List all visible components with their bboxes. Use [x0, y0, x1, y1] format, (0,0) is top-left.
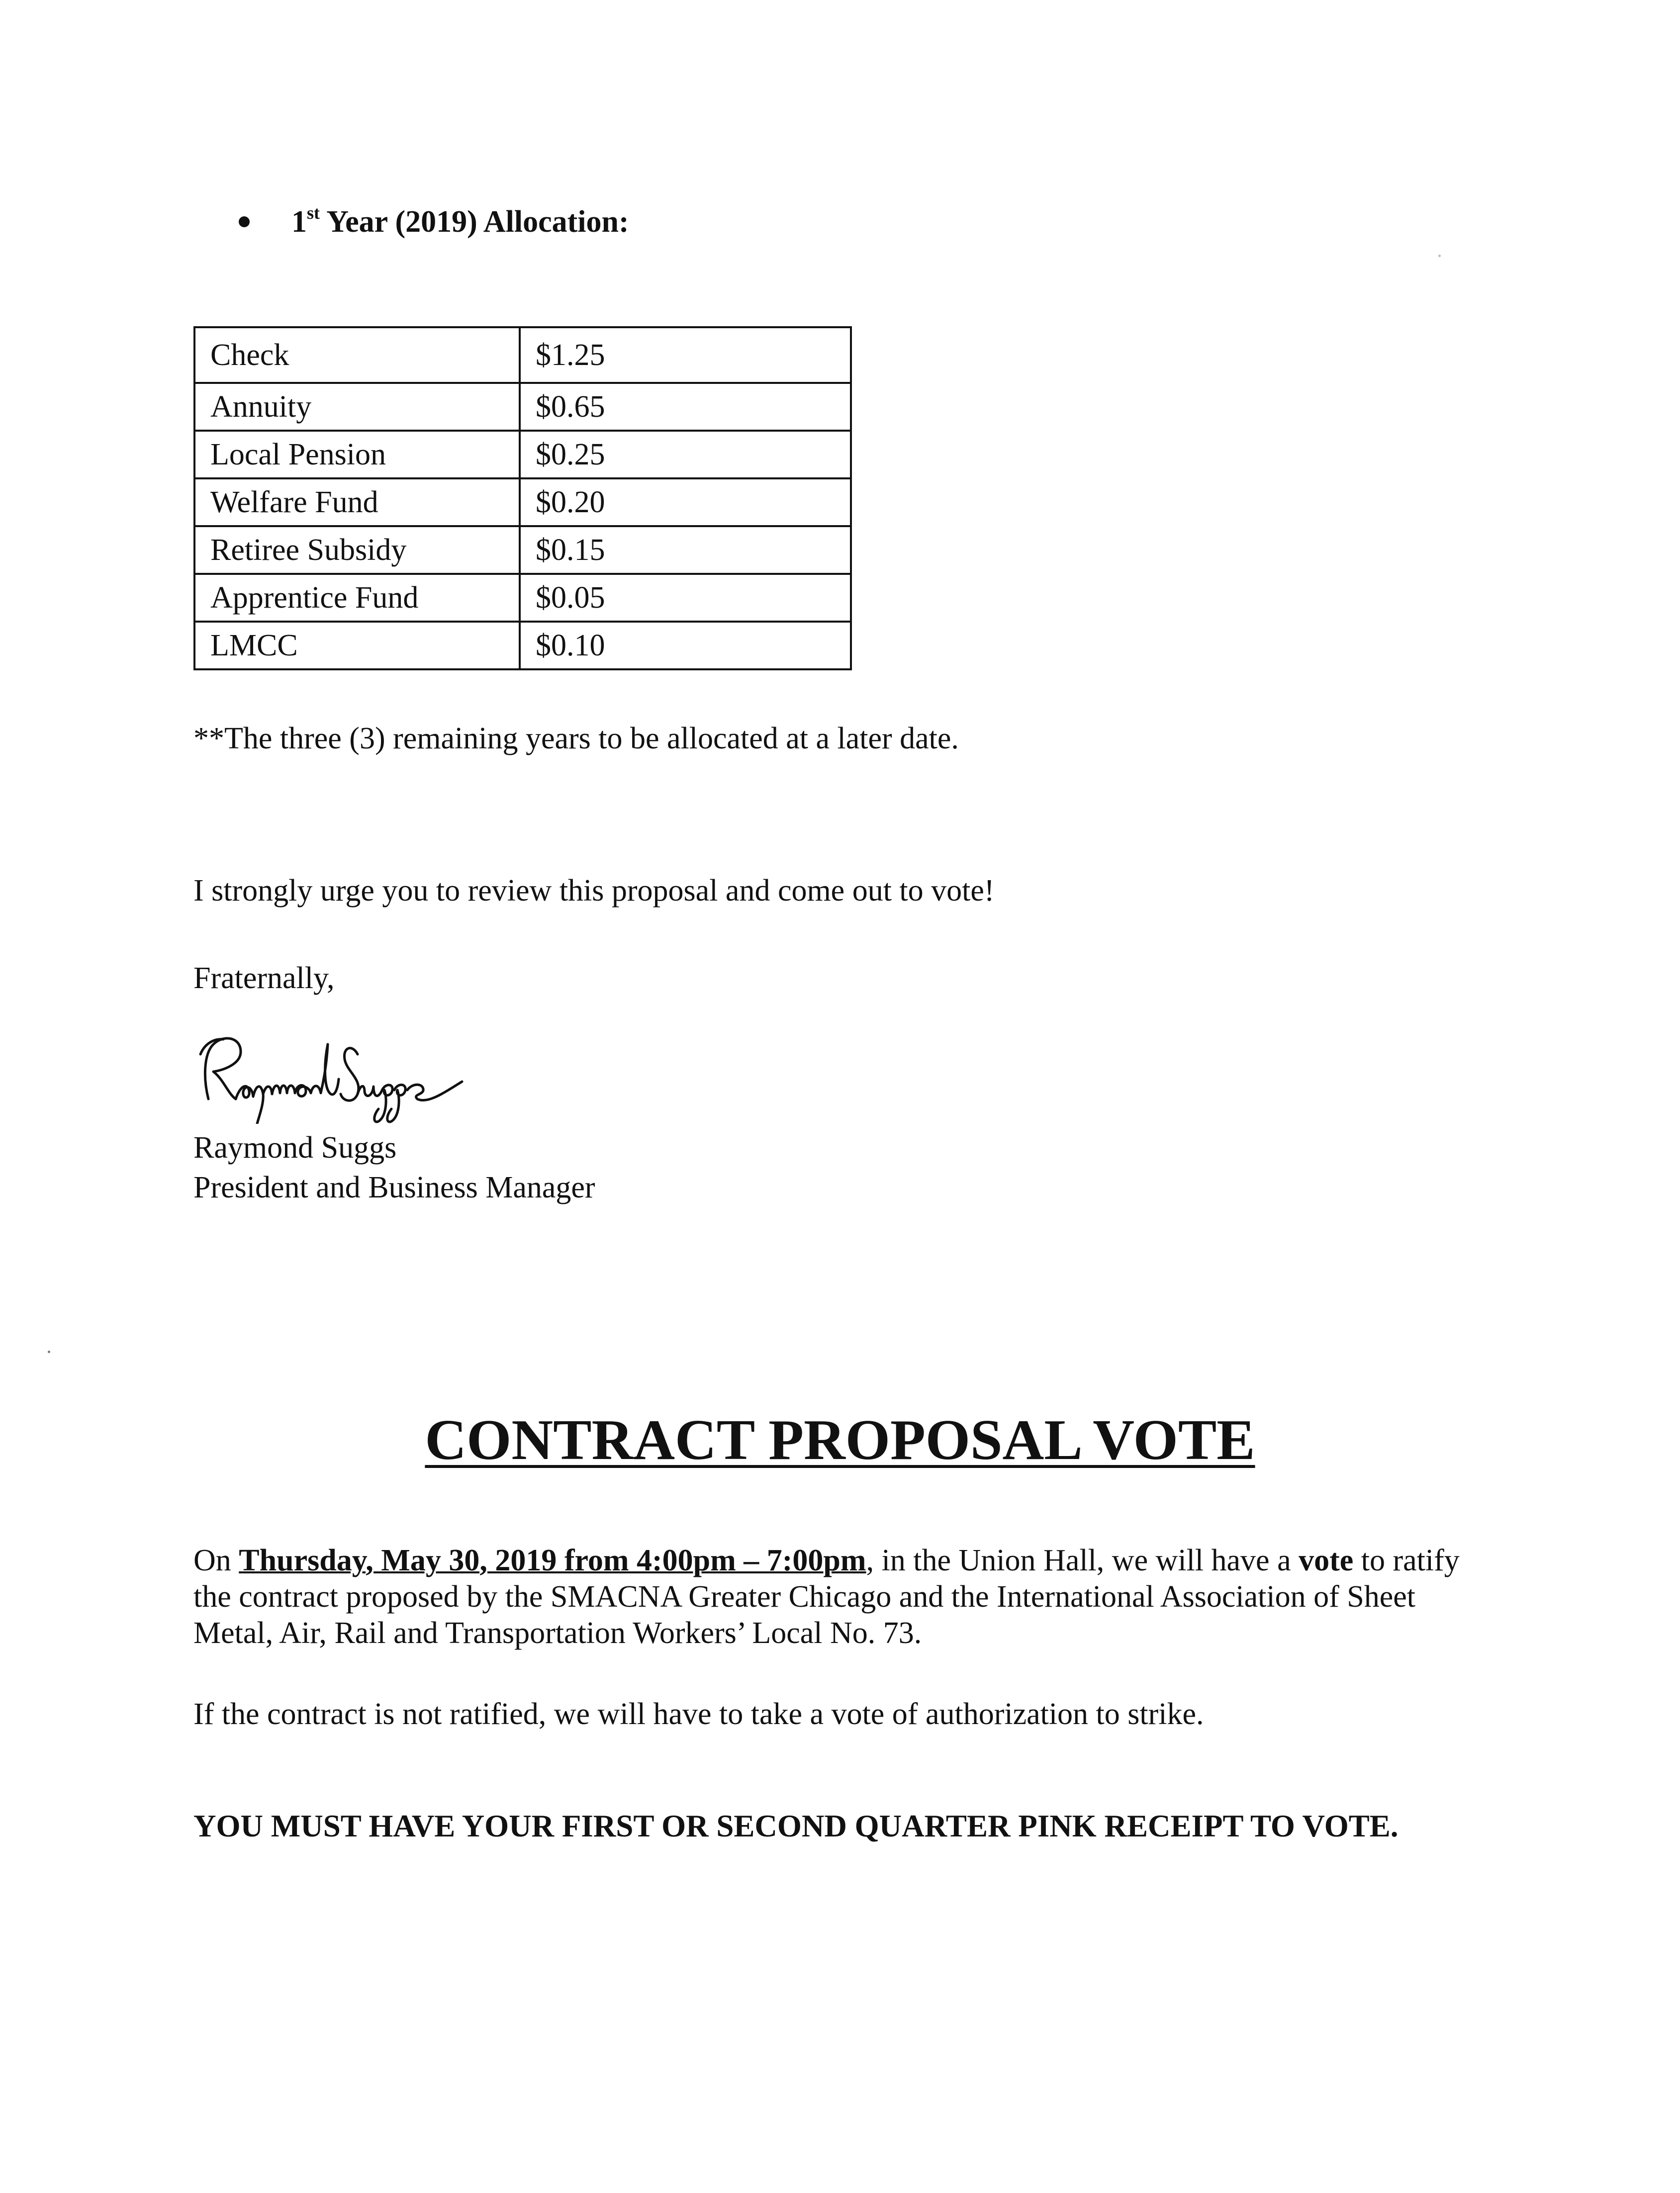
- table-row: [194, 431, 851, 478]
- table-row: [194, 383, 851, 431]
- allocation-label: Welfare Fund: [194, 478, 520, 526]
- table-row: [194, 574, 851, 622]
- receipt-warning: YOU MUST HAVE YOUR FIRST OR SECOND QUARTER PINK RECEIPT TO VOTE.: [193, 1809, 1399, 1843]
- allocation-label: Retiree Subsidy: [194, 526, 520, 574]
- allocation-label: Check: [194, 327, 520, 383]
- table-row: [194, 622, 851, 669]
- signer-title: President and Business Manager: [193, 1171, 595, 1204]
- allocation-heading-superscript: st: [307, 203, 320, 223]
- signer-block: [193, 1128, 595, 1207]
- allocation-label: Apprentice Fund: [194, 574, 520, 622]
- allocation-amount: $0.15: [520, 526, 851, 574]
- table-row: [194, 526, 851, 574]
- allocation-note: **The three (3) remaining years to be allocated at a later date.: [193, 722, 959, 755]
- vote-word: vote: [1299, 1544, 1354, 1577]
- allocation-heading-suffix: Year (2019) Allocation:: [320, 205, 629, 239]
- table-row: [194, 478, 851, 526]
- allocation-table: [193, 326, 852, 670]
- page-title: CONTRACT PROPOSAL VOTE: [425, 1408, 1255, 1472]
- allocation-heading-prefix: 1: [291, 205, 307, 239]
- vote-date-time: Thursday, May 30, 2019 from 4:00pm – 7:00pm: [239, 1544, 866, 1577]
- vote-para-end: to ratify the contract proposed by the SMACNA Greater Chicago and the International Association of Sheet Metal, Air, Rail and Transportation Workers’ Local No. 73.: [193, 1544, 1460, 1650]
- allocation-amount: $0.20: [520, 478, 851, 526]
- allocation-amount: $0.65: [520, 383, 851, 431]
- allocation-amount: $1.25: [520, 327, 851, 383]
- allocation-label: Annuity: [194, 383, 520, 431]
- bullet-icon: [239, 216, 250, 227]
- allocation-heading: [239, 204, 629, 237]
- closing-salutation: Fraternally,: [193, 961, 335, 995]
- scan-speck: [1438, 255, 1441, 257]
- signer-name: Raymond Suggs: [193, 1131, 397, 1165]
- vote-para-start: On: [193, 1544, 239, 1577]
- allocation-amount: $0.05: [520, 574, 851, 622]
- table-row: [194, 327, 851, 383]
- allocation-label: Local Pension: [194, 431, 520, 478]
- vote-announcement: [193, 1543, 1496, 1651]
- vote-para-mid: , in the Union Hall, we will have a: [866, 1544, 1299, 1577]
- allocation-amount: $0.25: [520, 431, 851, 478]
- allocation-label: LMCC: [194, 622, 520, 669]
- urge-sentence: I strongly urge you to review this proposal and come out to vote!: [193, 874, 995, 908]
- allocation-amount: $0.10: [520, 622, 851, 669]
- strike-notice: If the contract is not ratified, we will have to take a vote of authorization to strike.: [193, 1697, 1204, 1731]
- scan-speck: [48, 1351, 50, 1353]
- handwritten-signature: [193, 1024, 482, 1124]
